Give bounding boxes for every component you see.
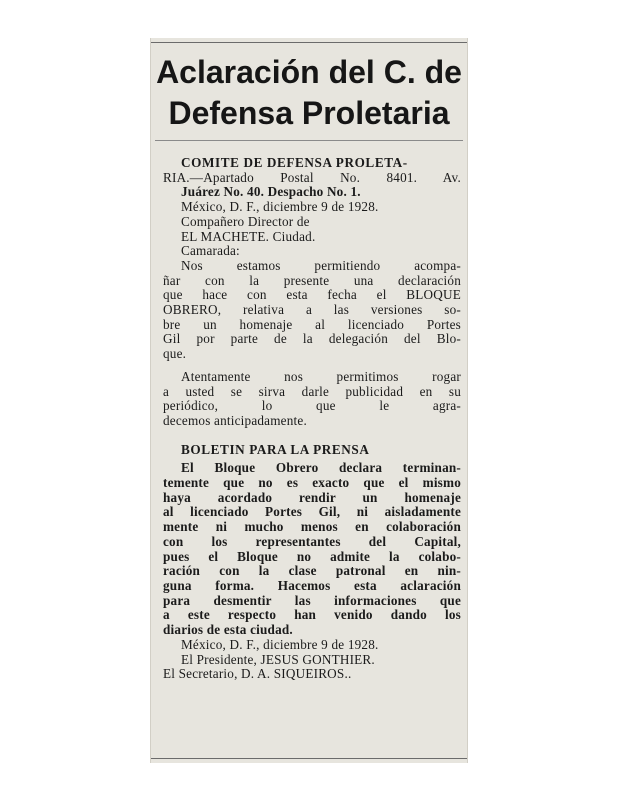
headline xyxy=(151,52,467,134)
paragraph-line: a usted se sirva darle publicidad en su xyxy=(163,384,461,399)
paragraph-line: Nos estamos permitiendo acompa- xyxy=(181,258,461,273)
signature-president: El Presidente, JESUS GONTHIER. xyxy=(181,652,375,667)
boletin-line: para desmentir las informaciones que xyxy=(163,593,461,608)
boletin-line: temente que no es exacto que el mismo xyxy=(163,476,461,491)
paragraph-line: periódico, lo que le agra- xyxy=(163,399,461,414)
article-body xyxy=(163,156,461,682)
letter-date: México, D. F., diciembre 9 de 1928. xyxy=(181,200,379,215)
letter-salutation: Camarada: xyxy=(181,244,240,259)
boletin-line: al licenciado Portes Gil, ni aisladamente xyxy=(163,505,461,520)
boletin-date: México, D. F., diciembre 9 de 1928. xyxy=(181,637,379,652)
boletin-heading: BOLETIN PARA LA PRENSA xyxy=(181,442,370,457)
boletin-line: guna forma. Hacemos esta aclaración xyxy=(163,578,461,593)
bottom-rule xyxy=(151,758,467,759)
boletin-line: a este respecto han venido dando los xyxy=(163,608,461,623)
boletin-line: pues el Bloque no admite la colabo- xyxy=(163,549,461,564)
headline-line-2: Defensa Proletaria xyxy=(168,95,450,131)
paragraph-line: decemos anticipadamente. xyxy=(163,413,307,428)
letterhead-line: COMITE DE DEFENSA PROLETA- xyxy=(181,156,408,170)
boletin-line: ración con la clase patronal en nin- xyxy=(163,564,461,579)
paragraph-line: Atentamente nos permitimos rogar xyxy=(181,369,461,384)
headline-line-1: Aclaración del C. de xyxy=(156,54,462,90)
newspaper-clipping xyxy=(150,38,468,763)
letterhead-line: RIA.—Apartado Postal No. 8401. Av. xyxy=(163,170,461,185)
top-rule xyxy=(151,42,467,43)
signature-secretary: El Secretario, D. A. SIQUEIROS.. xyxy=(163,667,352,682)
boletin-line: mente ni mucho menos en colaboración xyxy=(163,520,461,535)
paragraph-line: que. xyxy=(163,347,187,362)
letter-recipient: Compañero Director de xyxy=(181,214,310,229)
paragraph-line: OBRERO, relativa a las versiones so- xyxy=(163,303,461,318)
boletin-line: diarios de esta ciudad. xyxy=(163,623,293,638)
letterhead-line: Juárez No. 40. Despacho No. 1. xyxy=(181,185,361,200)
paragraph-line: ñar con la presente una declaración xyxy=(163,273,461,288)
boletin-line: El Bloque Obrero declara terminan- xyxy=(181,461,461,476)
paragraph-line: Gil por parte de la delegación del Blo- xyxy=(163,332,461,347)
boletin-line: con los representantes del Capital, xyxy=(163,534,461,549)
boletin-line: haya acordado rendir un homenaje xyxy=(163,490,461,505)
letter-recipient: EL MACHETE. Ciudad. xyxy=(181,229,316,244)
headline-divider xyxy=(155,140,463,141)
paragraph-line: bre un homenaje al licenciado Portes xyxy=(163,317,461,332)
paragraph-line: que hace con esta fecha el BLOQUE xyxy=(163,288,461,303)
